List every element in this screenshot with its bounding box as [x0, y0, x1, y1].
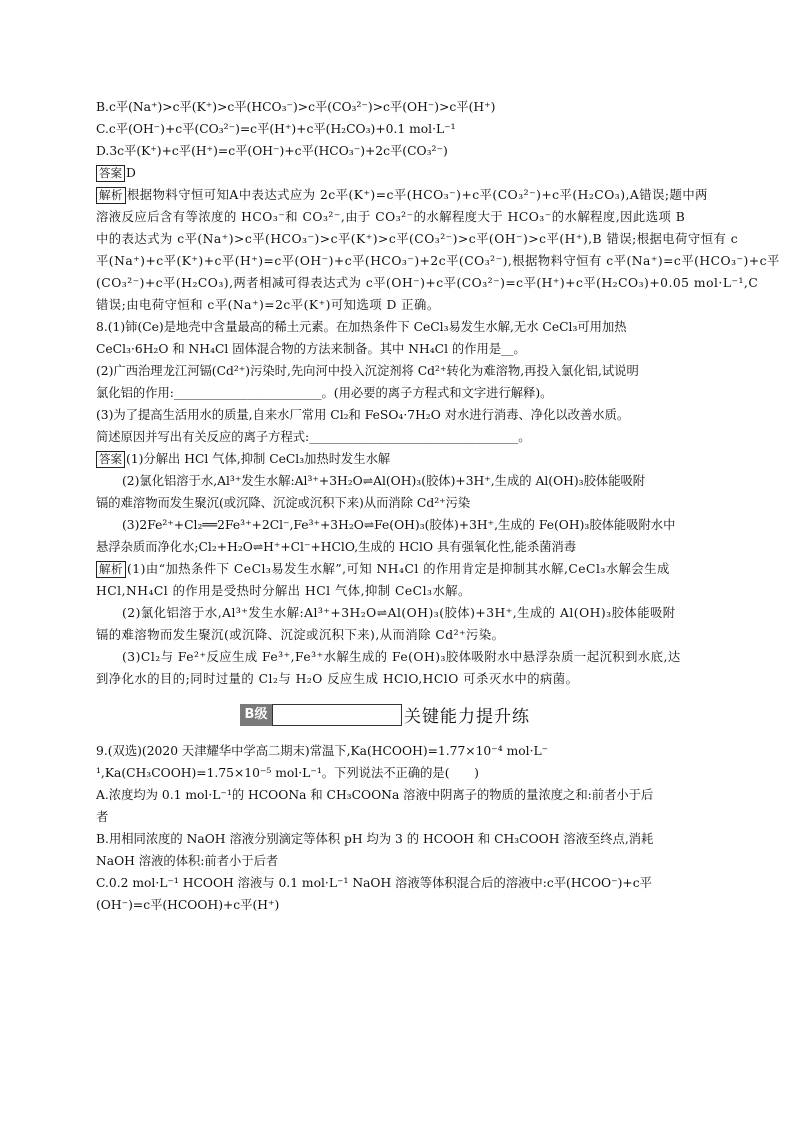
question-9-line: 9.(双选)(2020 天津耀华中学高二期末)常温下,Ka(HCOOH)=1.77×10⁻⁴ mol·L⁻: [96, 744, 549, 758]
analysis-tag: 解析: [96, 187, 126, 204]
analysis-line: (3)Cl₂与 Fe²⁺反应生成 Fe³⁺,Fe³⁺水解生成的 Fe(OH)₃胶体吸附水中悬浮杂质一起沉积到水底,达: [122, 650, 681, 664]
analysis-line: 溶液反应后含有等浓度的 HCO₃⁻和 CO₃²⁻,由于 CO₃²⁻的水解程度大于 HCO₃⁻的水解程度,因此选项 B: [96, 210, 686, 224]
question-9-line: A.浓度均为 0.1 mol·L⁻¹的 HCOONa 和 CH₃COONa 溶液中阴离子的物质的量浓度之和:前者小于后: [96, 788, 654, 802]
analysis-line: 平(Na⁺)+c平(K⁺)+c平(H⁺)=c平(OH⁻)+c平(HCO₃⁻)+2c平(CO₃²⁻),根据物料守恒有 c平(Na⁺)=c平(HCO₃⁻)+c平: [96, 254, 780, 268]
analysis-tag: 解析: [96, 561, 126, 578]
analysis-line: 中的表达式为 c平(Na⁺)>c平(HCO₃⁻)>c平(K⁺)>c平(CO₃²⁻)>c平(OH⁻)>c平(H⁺),B 错误;根据电荷守恒有 c: [96, 232, 739, 246]
question-9-line: B.用相同浓度的 NaOH 溶液分别滴定等体积 pH 均为 3 的 HCOOH 和 CH₃COOH 溶液至终点,消耗: [96, 832, 654, 846]
question-8-line: 氯化铝的作用:________________________。(用必要的离子方程式和文字进行解释)。: [96, 386, 553, 400]
question-8-line: (3)为了提高生活用水的质量,自来水厂常用 Cl₂和 FeSO₄·7H₂O 对水进行消毒、净化以改善水质。: [96, 408, 630, 422]
question-8-line: 8.(1)铈(Ce)是地壳中含量最高的稀土元素。在加热条件下 CeCl₃易发生水解,无水 CeCl₃可用加热: [96, 320, 627, 334]
section-blank-box: [272, 704, 402, 726]
option-b: B.c平(Na⁺)>c平(K⁺)>c平(HCO₃⁻)>c平(CO₃²⁻)>c平(OH⁻)>c平(H⁺): [96, 100, 496, 114]
answer-tag: 答案: [96, 165, 125, 182]
question-9-line: 者: [96, 810, 109, 824]
analysis-line: (2)氯化铝溶于水,Al³⁺发生水解:Al³⁺+3H₂O⇌Al(OH)₃(胶体)+3H⁺,生成的 Al(OH)₃胶体能吸附: [122, 606, 676, 620]
answer-row-7: [96, 162, 696, 184]
answer-line: (3)2Fe²⁺+Cl₂══2Fe³⁺+2Cl⁻,Fe³⁺+3H₂O⇌Fe(OH)₃(胶体)+3H⁺,生成的 Fe(OH)₃胶体能吸附水中: [122, 518, 676, 532]
question-8-line: CeCl₃·6H₂O 和 NH₄Cl 固体混合物的方法来制备。其中 NH₄Cl 的作用是__。: [96, 342, 526, 356]
question-8-line: (2)广西治理龙江河镉(Cd²⁺)污染时,先向河中投入沉淀剂将 Cd²⁺转化为难溶物,再投入氯化铝,试说明: [96, 364, 639, 378]
analysis-line: 错误;由电荷守恒和 c平(Na⁺)=2c平(K⁺)可知选项 D 正确。: [96, 298, 440, 312]
answer-line: 悬浮杂质而净化水;Cl₂+H₂O⇌H⁺+Cl⁻+HClO,生成的 HClO 具有强氧化性,能杀菌消毒: [96, 540, 577, 554]
answer-line: 镉的难溶物而发生聚沉(或沉降、沉淀或沉积下来)从而消除 Cd²⁺污染: [96, 496, 471, 510]
section-header: [96, 696, 696, 736]
answer-value: D: [126, 166, 136, 180]
question-9-line: NaOH 溶液的体积:前者小于后者: [96, 854, 279, 868]
analysis-line: 解析 (1)由“加热条件下 CeCl₃易发生水解”,可知 NH₄Cl 的作用肯定是抑制其水解,CeCl₃水解会生成: [96, 558, 696, 580]
answer-line: (2)氯化铝溶于水,Al³⁺发生水解:Al³⁺+3H₂O⇌Al(OH)₃(胶体)+3H⁺,生成的 Al(OH)₃胶体能吸附: [122, 474, 646, 488]
question-9-line: (OH⁻)=c平(HCOOH)+c平(H⁺): [96, 898, 280, 912]
section-title: 关键能力提升练: [404, 707, 530, 727]
option-d: D.3c平(K⁺)+c平(H⁺)=c平(OH⁻)+c平(HCO₃⁻)+2c平(CO₃²⁻): [96, 144, 448, 158]
answer-line: 答案 (1)分解出 HCl 气体,抑制 CeCl₃加热时发生水解: [96, 448, 696, 470]
analysis-line: 到净化水的目的;同时过量的 Cl₂与 H₂O 反应生成 HClO,HClO 可杀灭水中的病菌。: [96, 672, 579, 686]
analysis-line: HCl,NH₄Cl 的作用是受热时分解出 HCl 气体,抑制 CeCl₃水解。: [96, 584, 471, 598]
analysis-line: 镉的难溶物而发生聚沉(或沉降、沉淀或沉积下来),从而消除 Cd²⁺污染。: [96, 628, 505, 642]
document-page: [96, 96, 780, 916]
section-badge: B级: [240, 704, 272, 726]
analysis-line: 解析 根据物料守恒可知A中表达式应为 2c平(K⁺)=c平(HCO₃⁻)+c平(CO₃²⁻)+c平(H₂CO₃),A错误;题中两: [96, 184, 696, 206]
answer-tag: 答案: [96, 451, 125, 468]
question-8-line: 简述原因并写出有关反应的离子方程式:__________________________________。: [96, 430, 531, 444]
analysis-line: (CO₃²⁻)+c平(H₂CO₃),两者相减可得表达式为 c平(OH⁻)+c平(CO₃²⁻)=c平(H⁺)+c平(H₂CO₃)+0.05 mol·L⁻¹,C: [96, 276, 759, 290]
option-c: C.c平(OH⁻)+c平(CO₃²⁻)=c平(H⁺)+c平(H₂CO₃)+0.1 mol·L⁻¹: [96, 122, 456, 136]
question-9-line: C.0.2 mol·L⁻¹ HCOOH 溶液与 0.1 mol·L⁻¹ NaOH 溶液等体积混合后的溶液中:c平(HCOO⁻)+c平: [96, 876, 652, 890]
question-9-line: ¹,Ka(CH₃COOH)=1.75×10⁻⁵ mol·L⁻¹。下列说法不正确的是( ): [96, 766, 479, 780]
